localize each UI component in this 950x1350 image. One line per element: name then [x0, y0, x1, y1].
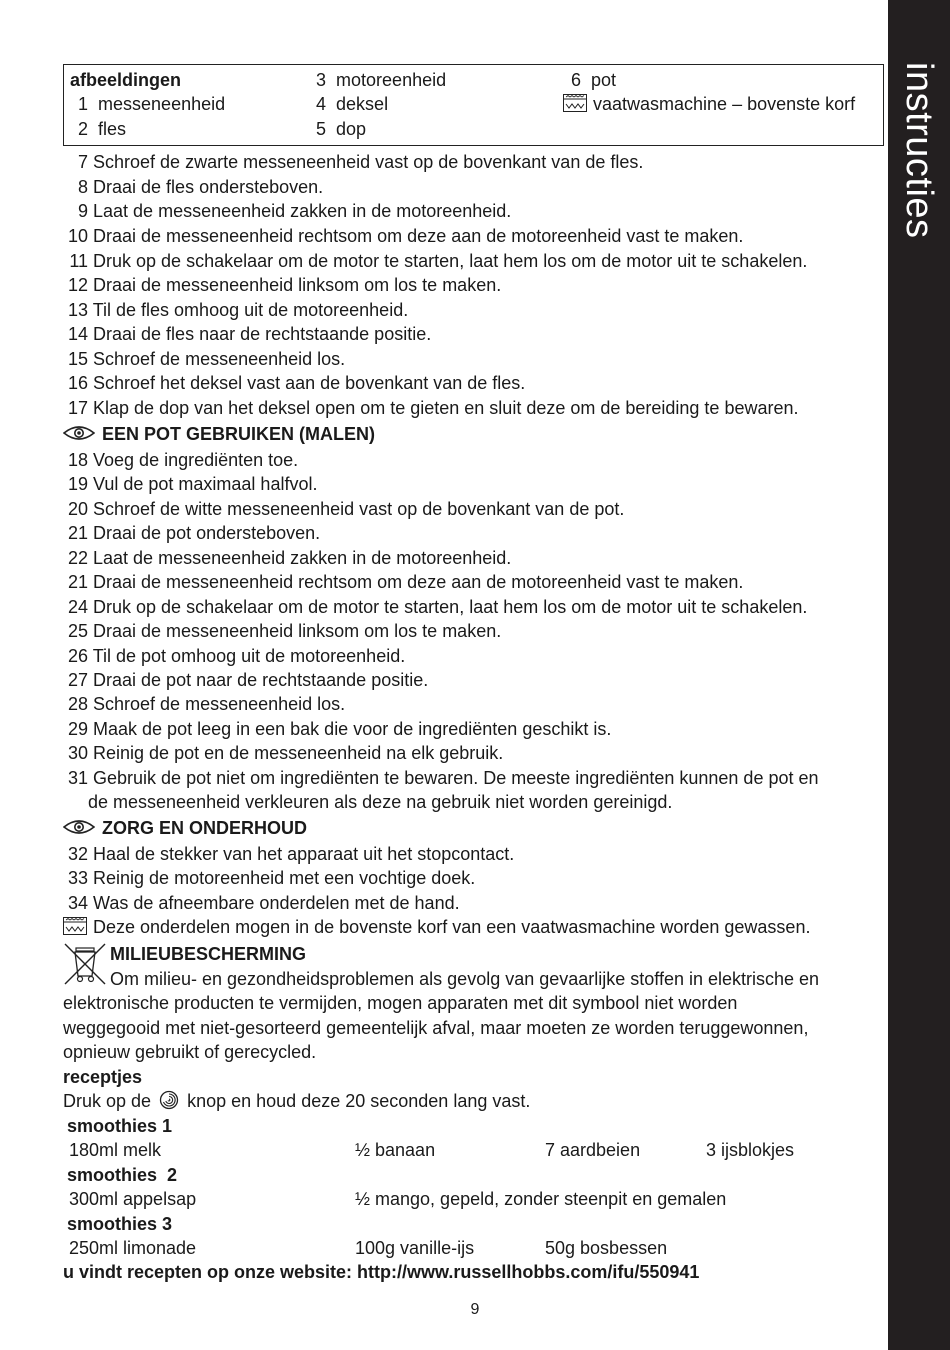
smoothie-ingredient: 3 ijsblokjes [706, 1140, 795, 1160]
environment-text: opnieuw gebruikt of gerecycled. [63, 1042, 317, 1062]
step-item: 10 Draai de messeneenheid rechtsom om deze aan de motoreenheid vast te maken. [67, 226, 744, 246]
step-item: 7 Schroef de zwarte messeneenheid vast op de bovenkant van de fles. [77, 152, 644, 172]
step-item: 25 Draai de messeneenheid linksom om los te maken. [67, 621, 502, 641]
crossed-bin-icon [63, 942, 107, 986]
step-item: 33 Reinig de motoreenheid met een vochtige doek. [67, 868, 476, 888]
section-heading-care: ZORG EN ONDERHOUD [63, 816, 307, 840]
smoothie-ingredient: 50g bosbessen [545, 1238, 668, 1258]
step-item: 24 Druk op de schakelaar om de motor te starten, laat hem los om de motor uit te schakelen. [67, 597, 808, 617]
page-number: 9 [470, 1301, 480, 1318]
figure-item: 4 deksel [316, 94, 389, 114]
environment-text: weggegooid met niet-gesorteerd gemeentelijk afval, maar moeten ze worden teruggewonnen, [63, 1018, 809, 1038]
step-item: 30 Reinig de pot en de messeneenheid na elk gebruik. [67, 743, 504, 763]
environment-text: elektronische producten te vermijden, mogen apparaten met dit symbool niet worden [63, 993, 738, 1013]
dishwasher-icon [563, 94, 587, 112]
smoothie-ingredient: 100g vanille-ijs [355, 1238, 475, 1258]
smoothie-ingredient: 300ml appelsap [69, 1189, 197, 1209]
dishwasher-note: Deze onderdelen mogen in de bovenste korf van een vaatwasmachine worden gewassen. [63, 915, 810, 939]
recipes-intro: Druk op de knop en houd deze 20 seconden lang vast. [63, 1091, 531, 1111]
step-item: 18 Voeg de ingrediënten toe. [67, 450, 299, 470]
figure-item: 2 fles [78, 119, 127, 139]
smoothie-ingredient: 180ml melk [69, 1140, 162, 1160]
figure-item: 3 motoreenheid [316, 70, 447, 90]
step-item: 13 Til de fles omhoog uit de motoreenheid. [67, 300, 409, 320]
smoothie-ingredient: 7 aardbeien [545, 1140, 641, 1160]
step-item: 19 Vul de pot maximaal halfvol. [67, 474, 318, 494]
section-heading-pot: EEN POT GEBRUIKEN (MALEN) [63, 422, 375, 446]
environment-text: Om milieu- en gezondheidsproblemen als gevolg van gevaarlijke stoffen in elektrische en [110, 969, 820, 989]
step-item: 14 Draai de fles naar de rechtstaande positie. [67, 324, 432, 344]
step-item: 21 Draai de pot ondersteboven. [67, 523, 321, 543]
step-item: 28 Schroef de messeneenheid los. [67, 694, 346, 714]
step-item: 29 Maak de pot leeg in een bak die voor de ingrediënten geschikt is. [67, 719, 612, 739]
step-item: 16 Schroef het deksel vast aan de bovenkant van de fles. [67, 373, 526, 393]
step-item: 21 Draai de messeneenheid rechtsom om deze aan de motoreenheid vast te maken. [67, 572, 744, 592]
step-item: 27 Draai de pot naar de rechtstaande positie. [67, 670, 429, 690]
step-item: 20 Schroef de witte messeneenheid vast op de bovenkant van de pot. [67, 499, 625, 519]
figure-item: 6 pot [571, 70, 617, 90]
smoothie-ingredient: 250ml limonade [69, 1238, 197, 1258]
smoothie-title: smoothies 3 [67, 1214, 173, 1234]
figures-box [63, 64, 884, 146]
environment-heading: MILIEUBESCHERMING [110, 944, 307, 964]
recipes-website: u vindt recepten op onze website: http://www.russellhobbs.com/ifu/550941 [63, 1262, 700, 1282]
step-item: 11 Druk op de schakelaar om de motor te starten, laat hem los om de motor uit te schakelen. [69, 251, 808, 271]
step-item: 34 Was de afneembare onderdelen met de hand. [67, 893, 460, 913]
step-item: 22 Laat de messeneenheid zakken in de motoreenheid. [67, 548, 512, 568]
eye-icon [63, 425, 95, 441]
figure-item: 1 messeneenheid [78, 94, 226, 114]
figure-item: 5 dop [316, 119, 367, 139]
side-tab-label: instructies [898, 62, 940, 239]
eye-icon [63, 819, 95, 835]
step-item: 12 Draai de messeneenheid linksom om los te maken. [67, 275, 502, 295]
step-item: 9 Laat de messeneenheid zakken in de motoreenheid. [77, 201, 512, 221]
figures-heading: afbeeldingen [70, 70, 182, 90]
step-item: 32 Haal de stekker van het apparaat uit het stopcontact. [67, 844, 515, 864]
smoothie-ingredient: ½ mango, gepeld, zonder steenpit en gemalen [355, 1189, 727, 1209]
recipes-heading: receptjes [63, 1067, 143, 1087]
smoothie-title: smoothies 1 [67, 1116, 173, 1136]
step-item: 8 Draai de fles ondersteboven. [77, 177, 324, 197]
smoothie-ingredient: ½ banaan [355, 1140, 436, 1160]
step-item: 26 Til de pot omhoog uit de motoreenheid. [67, 646, 406, 666]
step-item: 31 Gebruik de pot niet om ingrediënten te bewaren. De meeste ingrediënten kunnen de pot en [67, 768, 819, 788]
pulse-knob-icon [159, 1090, 179, 1110]
figure-dishwasher: vaatwasmachine – bovenste korf [563, 92, 855, 116]
smoothie-title: smoothies 2 [67, 1165, 178, 1185]
dishwasher-icon [63, 917, 87, 935]
step-item: 15 Schroef de messeneenheid los. [67, 349, 346, 369]
side-tab [888, 0, 950, 1350]
step-item-continuation: de messeneenheid verkleuren als deze na gebruik niet worden gereinigd. [88, 792, 673, 812]
step-item: 17 Klap de dop van het deksel open om te gieten en sluit deze om de bereiding te bewaren. [67, 398, 799, 418]
